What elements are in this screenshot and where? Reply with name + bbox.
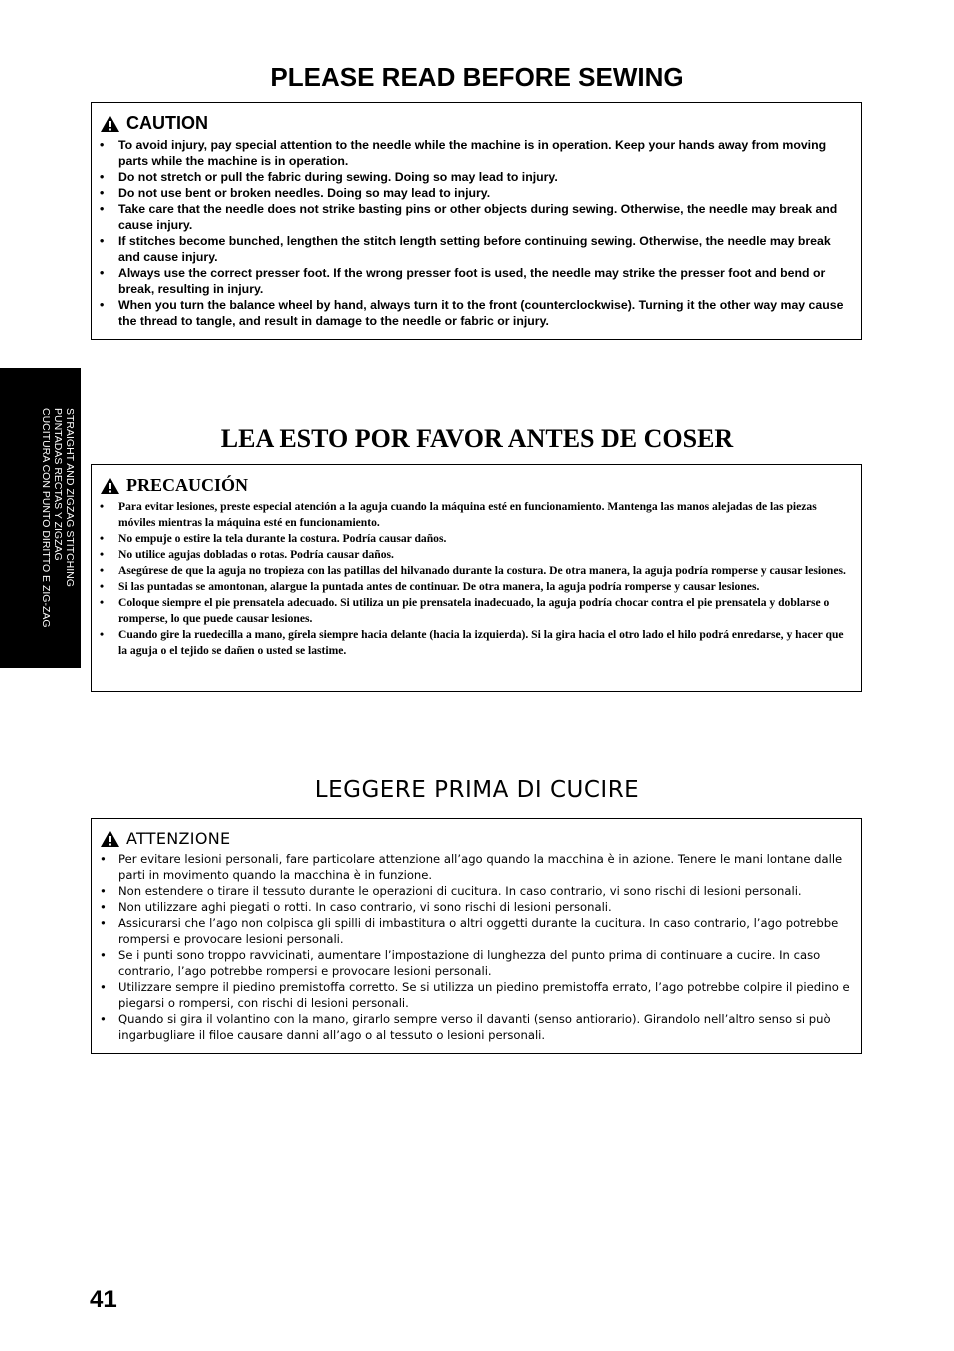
list-item: • Assicurarsi che l’ago non colpisca gli spilli di imbastitura o altri oggetti durante la cucitura. In caso contrario, l’ago potrebbe rompersi e provocare lesioni personali. (100, 916, 839, 946)
list-item: • Quando si gira il volantino con la mano, girarlo sempre verso il davanti (senso antiorario). Girandolo nell’altro senso si può ingarbugliare il filoe causare danni all’ago o al tessuto o lesioni personali. (100, 1012, 831, 1042)
list-item: • Se i punti sono troppo ravvicinati, aumentare l’impostazione di lunghezza del punto prima di continuare a cucire. In caso contrario, l’ago potrebbe rompersi e provocare lesioni personali. (100, 948, 821, 978)
caution-list-it (100, 851, 853, 1043)
caution-heading-label: CAUTION (126, 113, 208, 133)
list-item: • Per evitare lesioni personali, fare particolare attenzione all’ago quando la macchina è in azione. Tenere le mani lontane dalle parti in movimento quando la macchina è in funzione. (100, 852, 843, 882)
caution-heading-it (100, 829, 853, 848)
list-item: • No empuje o estire la tela durante la costura. Podría causar daños. (100, 532, 447, 545)
list-item: • Non utilizzare aghi piegati o rotti. In caso contrario, vi sono rischi di lesioni personali. (100, 900, 612, 914)
list-item: • Coloque siempre el pie prensatela adecuado. Si utiliza un pie prensatela inadecuado, la aguja podría chocar contra el pie prensatela y doblarse o romperse, lo que puede causar lesiones. (100, 596, 830, 625)
list-item: • Si las puntadas se amontonan, alargue la puntada antes de continuar. De otra manera, la aguja podría romperse y causar lesiones. (100, 580, 760, 593)
caution-list-en (100, 137, 853, 329)
caution-box-en (91, 102, 862, 340)
list-item: • When you turn the balance wheel by hand, always turn it to the front (counterclockwise). Turning it the other way may cause the thread to tangle, and result in damage to the needle or fabric or injury. (100, 298, 844, 328)
section-title-en: PLEASE READ BEFORE SEWING (270, 62, 684, 92)
side-tab-line-en: STRAIGHT AND ZIGZAG STITCHING (64, 408, 76, 587)
list-item: • Non estendere o tirare il tessuto durante le operazioni di cucitura. In caso contrario, vi sono rischi di lesioni personali. (100, 884, 802, 898)
warning-icon (100, 477, 120, 495)
caution-heading-en (100, 113, 853, 134)
caution-heading-label: PRECAUCIÓN (126, 475, 249, 495)
caution-list-es (100, 499, 853, 659)
caution-box-es (91, 464, 862, 692)
list-item: • If stitches become bunched, lengthen the stitch length setting before continuing sewing. Otherwise, the needle may break and cause injury. (100, 234, 831, 264)
section-title-es: LEA ESTO POR FAVOR ANTES DE COSER (220, 424, 734, 453)
list-item: • Para evitar lesiones, preste especial atención a la aguja cuando la máquina esté en funcionamiento. Mantenga las manos alejadas de las piezas móviles mientras la máquina esté en funcionamiento. (100, 500, 817, 529)
list-item: • Utilizzare sempre il piedino premistoffa corretto. Se si utilizza un piedino premistoffa errato, l’ago potrebbe colpire il piedino e piegarsi o rompersi, con rischi di lesioni personali. (100, 980, 850, 1010)
section-title-it: LEGGERE PRIMA DI CUCIRE (314, 777, 640, 803)
list-item: • Asegúrese de que la aguja no tropieza con las patillas del hilvanado durante la costura. De otra manera, la aguja podría romperse y causar lesiones. (100, 564, 846, 577)
side-tab-line-it: CUCITURA CON PUNTO DIRITTO E ZIG-ZAG (40, 408, 52, 628)
caution-heading-label: ATTENZIONE (126, 829, 231, 848)
chapter-side-tab (0, 368, 81, 668)
side-tab-line-es: PUNTADAS RECTAS Y ZIGZAG (52, 408, 64, 561)
warning-icon (100, 115, 120, 133)
list-item: • Take care that the needle does not strike basting pins or other objects during sewing. Otherwise, the needle may break and cause injury. (100, 202, 838, 232)
list-item: • Always use the correct presser foot. If the wrong presser foot is used, the needle may strike the presser foot and bend or break, resulting in injury. (100, 266, 826, 296)
caution-heading-es (100, 475, 853, 496)
list-item: • To avoid injury, pay special attention to the needle while the machine is in operation. Keep your hands away from moving parts while the machine is in operation. (100, 138, 827, 168)
page-number: 41 (90, 1286, 117, 1313)
warning-icon (100, 830, 120, 848)
list-item: • Do not stretch or pull the fabric during sewing. Doing so may lead to injury. (100, 170, 558, 184)
list-item: • Do not use bent or broken needles. Doing so may lead to injury. (100, 186, 491, 200)
caution-box-it (91, 818, 862, 1054)
list-item: • No utilice agujas dobladas o rotas. Podría causar daños. (100, 548, 394, 561)
list-item: • Cuando gire la ruedecilla a mano, gírela siempre hacia delante (hacia la izquierda). Si la gira hacia el otro lado el hilo podrá enredarse, y hacer que la aguja o el tejido se dañen o usted se lastime. (100, 628, 844, 657)
